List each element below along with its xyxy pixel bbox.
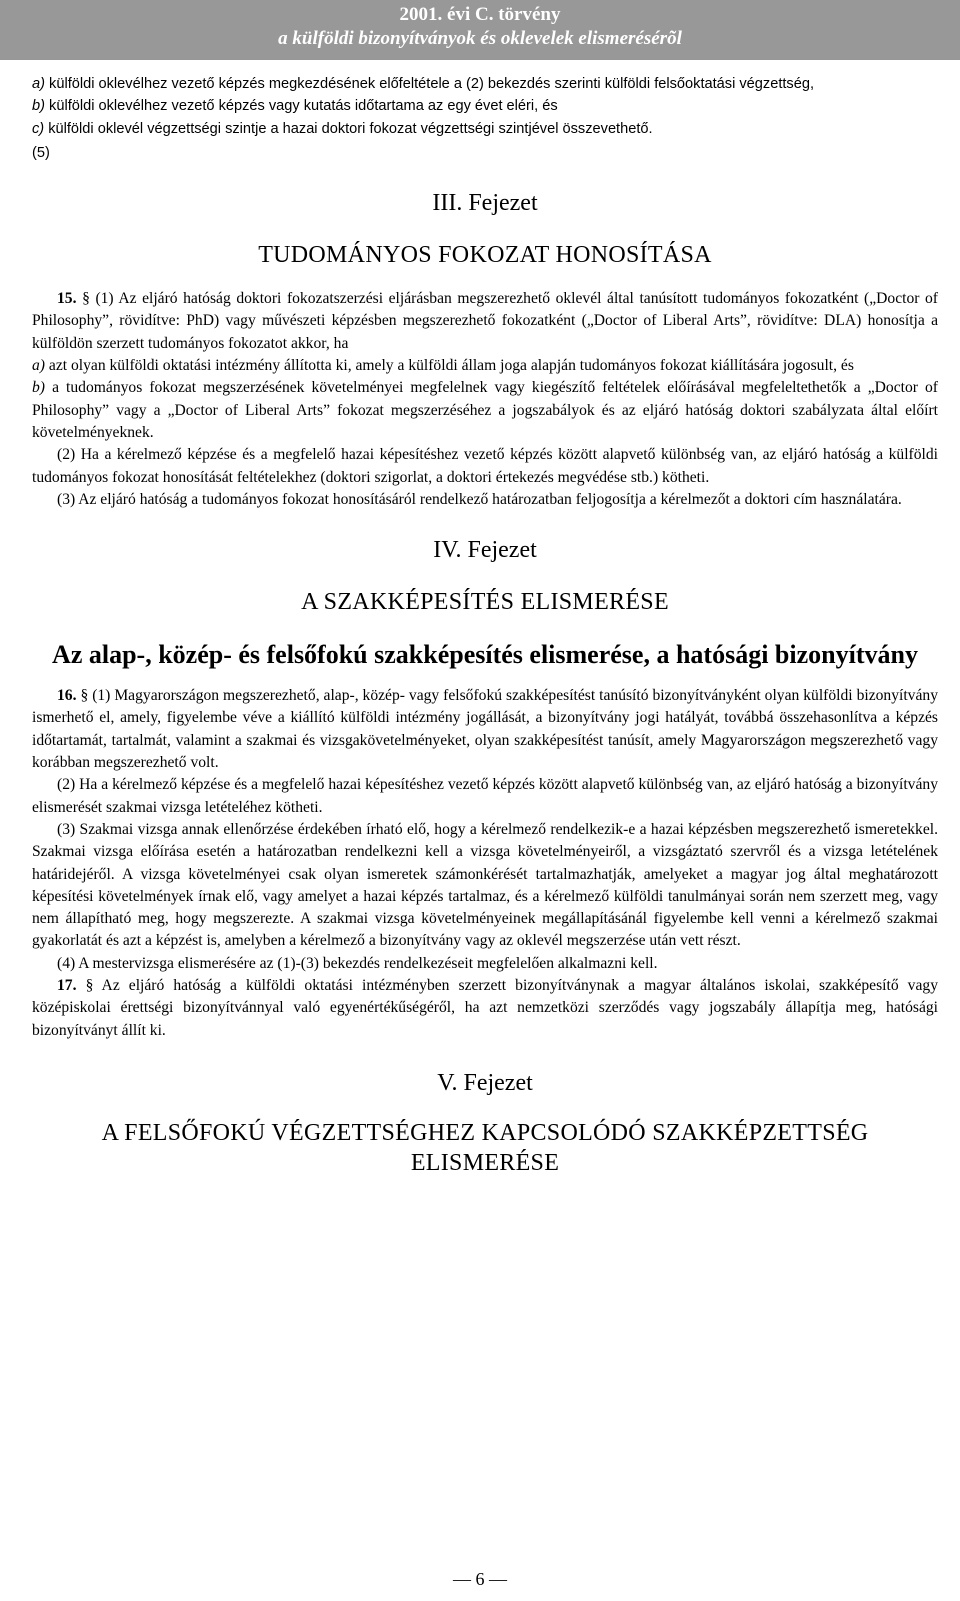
- intro-item-c: [32, 118, 938, 140]
- intro-item-a: [32, 73, 938, 95]
- section-15-item-a-text: azt olyan külföldi oktatási intézmény állította ki, amely a külföldi állam joga alapján tudományos fokozat kiállítására jogosult, és: [45, 357, 854, 375]
- running-header: [0, 0, 960, 60]
- section-17-para-1-text: § Az eljáró hatóság a külföldi oktatási intézményben szerzett bizonyítványnak a magyar általános iskolai, szakképesítő vagy középiskolai érettségi bizonyítvánnyal való egyenértékűségéről, ha azt nemzetközi szerződés vagy jogszabály állapítja meg, hatósági bizonyítványt állít ki.: [32, 977, 938, 1039]
- chapter-5-number: V. Fejezet: [437, 1069, 533, 1096]
- section-15-para-2: (2) Ha a kérelmező képzése és a megfelelő hazai képesítéshez vezető képzés között alapvető különbség van, az eljáró hatóság a külföldi tudományos fokozat honosítását feltételekhez (doktori szigorlat, a doktori értekezés megvédése stb.) kötheti.: [32, 446, 938, 486]
- section-15-para-3: (3) Az eljáró hatóság a tudományos fokozat honosításáról rendelkező határozatban feljogosítja a kérelmezőt a doktori cím használatára.: [57, 490, 902, 508]
- section-15-item-b: [32, 377, 938, 444]
- chapter-4-number: IV. Fejezet: [433, 537, 537, 564]
- page-number: — 6 —: [453, 1569, 507, 1589]
- section-15-item-a: [32, 355, 938, 377]
- section-15-item-b-text: a tudományos fokozat megszerzésének követelményei megfelelnek vagy kiegészítő feltételek előírásával megfeleltethetők a „Doctor of Philosophy” vagy a „Doctor of Liberal Arts” fokozat megszerzéséhez a jogszabályok és az eljáró hatóság doktori szabályzata által előírt követelményeknek.: [32, 379, 938, 441]
- section-16-para-1: [32, 685, 938, 774]
- section-16-para-2: (2) Ha a kérelmező képzése és a megfelelő hazai képesítéshez vezető képzés között alapvető különbség van, az eljáró hatóság a bizonyítvány elismerését szakmai vizsga letételéhez kötheti.: [32, 776, 938, 816]
- document-body: [32, 73, 938, 1178]
- intro-item-b: [32, 95, 938, 117]
- header-law-subtitle: a külföldi bizonyítványok és oklevelek elismerésérõl: [278, 28, 682, 49]
- chapter-5-title: A FELSŐFOKÚ VÉGZETTSÉGHEZ KAPCSOLÓDÓ SZAKKÉPZETTSÉG ELISMERÉSE: [101, 1119, 869, 1176]
- intro-item-b-text: külföldi oklevélhez vezető képzés vagy kutatás időtartama az egy évet eléri, és: [44, 98, 558, 115]
- header-law-title: 2001. évi C. törvény: [399, 4, 561, 25]
- section-16-number: 16.: [57, 687, 77, 705]
- chapter-3-number: III. Fejezet: [432, 190, 538, 217]
- section-16-para-1-text: § (1) Magyarországon megszerezhető, alap-, közép- vagy felsőfokú szakképesítést tanúsító bizonyítványként olyan külföldi bizonyítvány ismerhető el, amely, figyelembe véve a kiállító külföldi intézmény jogállását, a bizonyítvány jogi hatályát, továbbá összehasonlítva a képzés időtartamát, tartalmát, valamint a szakmai és vizsgakövetelményeket, olyan szakképesítést tanúsít, amely Magyarországon megszerezhető vagy korábban megszerezhető volt.: [32, 687, 938, 772]
- chapter-4-heading: Az alap-, közép- és felsőfokú szakképesítés elismerése, a hatósági bizonyítvány: [52, 640, 918, 670]
- section-17-number: 17.: [57, 977, 77, 995]
- intro-item-b-label: b): [32, 98, 45, 115]
- section-15-item-a-label: a): [32, 357, 45, 375]
- section-15-number: 15.: [57, 290, 77, 308]
- section-15-item-b-label: b): [32, 379, 45, 397]
- section-17-para-1: [32, 975, 938, 1042]
- intro-item-c-text: külföldi oklevél végzettségi szintje a hazai doktori fokozat végzettségi szintjével összevethető.: [44, 120, 653, 137]
- section-16-para-4: (4) A mestervizsga elismerésére az (1)-(3) bekezdés rendelkezéseit megfelelően alkalmazni kell.: [57, 954, 658, 972]
- section-15-para-1-text: § (1) Az eljáró hatóság doktori fokozatszerzési eljárásban megszerezhető oklevél által tanúsított tudományos fokozatként („Doctor of Philosophy”, rövidítve: PhD) vagy művészeti képzésben megszerezhető fokozatként („Doctor of Liberal Arts”, rövidítve: DLA) honosítja a külföldön szerzett tudományos fokozatot akkor, ha: [32, 290, 938, 352]
- chapter-4-title: A SZAKKÉPESÍTÉS ELISMERÉSE: [301, 589, 669, 616]
- section-16-para-3: (3) Szakmai vizsga annak ellenőrzése érdekében írható elő, hogy a kérelmező rendelkezik-e a hazai képzésben megszerezhető ismeretekkel. Szakmai vizsga előírása esetén a határozatban rendelkezni kell a vizsga követelményeiről, a vizsgáztató szervről és a vizsga letételének határidejéről. A vizsga követelményei csak olyan ismeretek számonkérését tartalmazhatják, amelyeket a magyar jog által meghatározott képesítési követelmények írnak elő, vagy amelyet a hazai képzés tartalmaz, és a kérelmező külföldi tanulmányai során nem szerzett meg, vagy nem állapítható meg, hogy megszerezte. A szakmai vizsga követelményeinek megállapításánál figyelembe kell venni a kérelmező szakmai gyakorlatát és azt a képzést is, amelyben a kérelmező a bizonyítvány vagy az oklevél megszerzése után vett részt.: [32, 820, 938, 950]
- intro-item-c-label: c): [32, 120, 45, 137]
- paragraph-5-marker: (5): [32, 144, 50, 161]
- chapter-3-title: TUDOMÁNYOS FOKOZAT HONOSÍTÁSA: [258, 242, 712, 269]
- intro-item-a-label: a): [32, 76, 45, 92]
- intro-item-a-text: külföldi oklevélhez vezető képzés megkezdésének előfeltétele a (2) bekezdés szerinti külföldi felsőoktatási végzettség,: [44, 76, 815, 92]
- section-15-para-1: [32, 288, 938, 355]
